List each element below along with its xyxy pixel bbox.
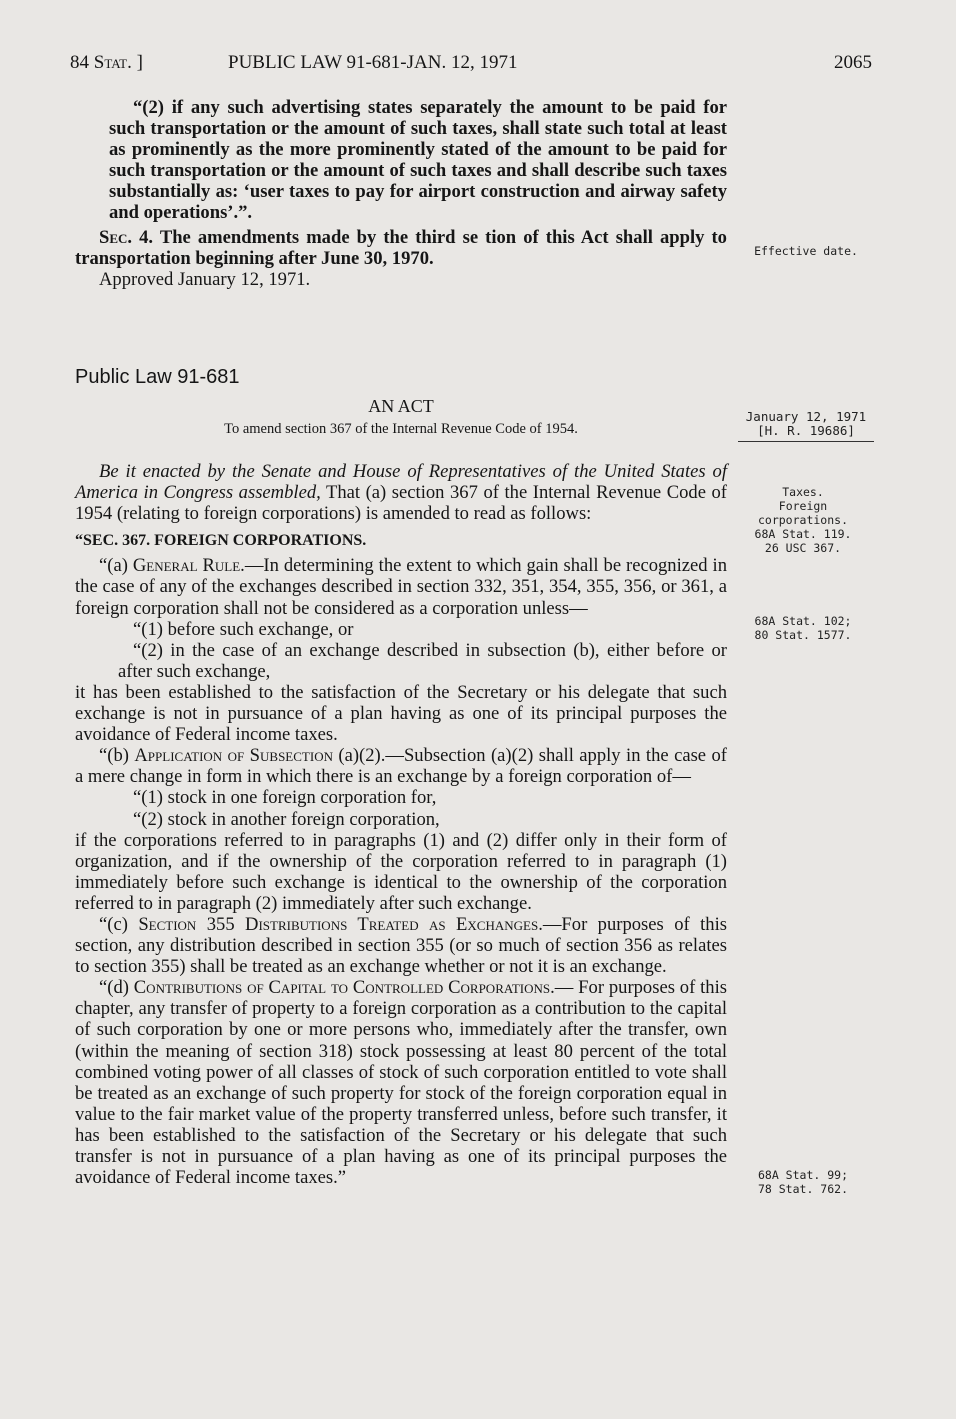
subsection-a-item-2: “(2) in the case of an exchange described in subsection (b), either before or after such exchange, [118, 639, 727, 682]
subsection-a: “(a) General Rule.—In determining the extent to which gain shall be recognized in the case of any of the exchanges described in section 332, 351, 354, 355, 356, or 361, a foreign corporation shall not be considered as a corporation unless— [75, 555, 727, 619]
margin-taxes: Taxes. [782, 485, 824, 499]
header-page-number: 2065 [834, 52, 872, 73]
act-body [75, 461, 727, 1188]
header-title: PUBLIC LAW 91-681-JAN. 12, 1971 [228, 52, 518, 73]
margin-stat-99: 68A Stat. 99; [757, 1168, 848, 1182]
enacting-clause: Be it enacted by the Senate and House of Representatives of the United States of America in Congress assembled, That (a) section 367 of the Internal Revenue Code of 1954 (relating to foreign corporations) is amended to read as follows: [75, 461, 727, 525]
subsection-b-item-2: “(2) stock in another foreign corporation, [133, 808, 440, 830]
subsection-c: “(c) Section 355 Distributions Treated as Exchanges.—For purposes of this section, any distribution described in section 355 (or so much of section 356 as relates to section 355) shall be treated as an exchange whether or not it is an exchange. [75, 913, 727, 978]
margin-note-effective-date: Effective date. [754, 244, 858, 258]
an-act-heading: AN ACT [368, 396, 434, 416]
subsection-b: “(b) Application of Subsection (a)(2).—Subsection (a)(2) shall apply in the case of a mere change in form in which there is an exchange by a foreign corporation of— [75, 745, 727, 788]
margin-bill-number: [H. R. 19686] [757, 423, 855, 438]
approved-line: Approved January 12, 1971. [99, 268, 311, 290]
margin-stat-102: 68A Stat. 102; [754, 614, 852, 628]
margin-corporations: corporations. [757, 513, 848, 527]
margin-stat-119: 68A Stat. 119. [754, 527, 852, 541]
law-title: Public Law 91-681 [75, 366, 240, 388]
subsection-a-tail: it has been established to the satisfaction of the Secretary or his delegate that such exchange is not in pursuance of a plan having as one of its principal purposes the avoidance of Federal income taxes. [75, 681, 727, 746]
subsection-a-item-1: “(1) before such exchange, or [133, 618, 354, 640]
header-stat-ref: 84 Stat. ] [70, 52, 143, 73]
margin-note-stat-99 [733, 1168, 873, 1196]
margin-note-taxes [733, 485, 873, 555]
margin-stat-1577: 80 Stat. 1577. [754, 628, 852, 642]
margin-rule [738, 441, 874, 442]
margin-stat-762: 78 Stat. 762. [757, 1182, 848, 1196]
prev-paragraph-2: “(2) if any such advertising states separately the amount to be paid for such transportation or the amount of such taxes, shall state such total at least as prominently as the more prominently stated of the amount to be paid for such transportation or the amount of such taxes and shall describe such taxes substantially as: ‘user taxes to pay for airport construction and airway safety and operations’.”. [109, 97, 727, 224]
margin-foreign: Foreign [778, 499, 828, 513]
act-purpose: To amend section 367 of the Internal Revenue Code of 1954. [224, 421, 578, 437]
prev-section [75, 97, 727, 290]
sec-4-paragraph: Sec. 4. The amendments made by the third se tion of this Act shall apply to transportation beginning after June 30, 1970. [75, 226, 727, 269]
subsection-d: “(d) Contributions of Capital to Controlled Corporations.— For purposes of this chapter, any transfer of property to a foreign corporation as a contribution to the capital of such corporation by one or more persons who, immediately after the transfer, own (within the meaning of section 318) stock possessing at least 80 percent of the total combined voting power of all classes of stock of such corporation entitled to vote shall be treated as an exchange of such property for stock of the foreign corporation equal in value to the fair market value of the property transferred unless, before such transfer, it has been established to the satisfaction of the Secretary or his delegate that such transfer is not in pursuance of a plan having as one of its principal purposes the avoidance of Federal income taxes.” [75, 977, 727, 1189]
margin-note-date-bill [738, 410, 874, 438]
section-367-heading: “SEC. 367. FOREIGN CORPORATIONS. [75, 532, 367, 550]
margin-date: January 12, 1971 [745, 409, 867, 424]
subsection-b-item-1: “(1) stock in one foreign corporation for, [133, 787, 437, 809]
subsection-b-tail: if the corporations referred to in paragraphs (1) and (2) differ only in their form of organization, and if the ownership of the corporation referred to in paragraph (1) immediately before such exchange is identical to the ownership of the corporation referred to in paragraph (2) immediately after such exchange. [75, 829, 727, 914]
margin-usc-367: 26 USC 367. [764, 541, 842, 555]
margin-note-stat-102 [733, 614, 873, 642]
